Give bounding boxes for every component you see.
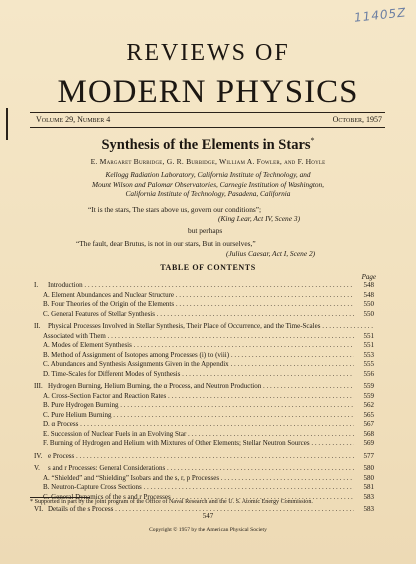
toc-page-number: 559 bbox=[363, 382, 374, 390]
toc-section-title: Introduction bbox=[48, 281, 83, 289]
toc-subsection bbox=[34, 370, 374, 380]
toc-page-number: 577 bbox=[363, 451, 374, 460]
toc-section-title: Hydrogen Burning, Helium Burning, the α Process, and Neutron Production bbox=[48, 382, 262, 390]
footnote-rule bbox=[30, 497, 90, 498]
toc-page-number: 556 bbox=[363, 369, 374, 378]
toc-subsection-title: A. Element Abundances and Nuclear Structure . . . bbox=[43, 291, 354, 301]
issue-date: October, 1957 bbox=[332, 115, 382, 124]
toc-page-number: 548 bbox=[363, 281, 374, 289]
toc-section-title: s and r Processes: General Considerations bbox=[48, 464, 166, 472]
header-rule-bottom bbox=[30, 127, 385, 128]
toc-subsection-title: B. Neutron-Capture Cross Sections . . . bbox=[43, 483, 354, 493]
toc-section-title: Physical Processes Involved in Stellar Synthesis, Their Place of Occurrence, and the Time-Scales bbox=[48, 322, 321, 330]
toc-section-title: e Process bbox=[48, 451, 75, 460]
toc-page-number: 568 bbox=[363, 429, 374, 438]
toc-section bbox=[34, 382, 374, 392]
toc-subsection bbox=[34, 430, 374, 440]
footnote-marker: * bbox=[310, 136, 315, 145]
toc-subsection bbox=[34, 411, 374, 421]
toc-section bbox=[34, 281, 374, 291]
toc-subsection-title: B. Four Theories of the Origin of the Elements . . . bbox=[43, 300, 354, 310]
toc-subsection bbox=[34, 351, 374, 361]
article-title-text: Synthesis of the Elements in Stars bbox=[101, 136, 311, 153]
epigraph-connector: but perhaps bbox=[188, 226, 223, 235]
toc-subsection bbox=[34, 360, 374, 370]
toc-page-number: 583 bbox=[363, 492, 374, 501]
toc-subsection bbox=[34, 392, 374, 402]
toc-page-number: 581 bbox=[363, 483, 374, 491]
toc-page-number: 555 bbox=[363, 360, 374, 368]
toc-page-number: 550 bbox=[363, 309, 374, 318]
toc-section-number: I. bbox=[34, 281, 39, 289]
affiliation-line: Mount Wilson and Palomar Observatories, Carnegie Institution of Washington, bbox=[91, 179, 324, 189]
toc-subsection bbox=[34, 420, 374, 430]
article-title bbox=[0, 136, 416, 154]
toc-subsection-title: C. Pure Helium Burning . . . bbox=[43, 411, 354, 421]
toc-subsection-title: E. Succession of Nuclear Fuels in an Evolving Star . . . bbox=[43, 430, 354, 440]
toc-subsection-title: B. Method of Assignment of Isotopes among Processes (i) to (viii) . . . bbox=[43, 351, 354, 361]
toc-section-continuation bbox=[34, 332, 374, 342]
toc-page-number: 551 bbox=[363, 341, 374, 349]
toc-page-number: 569 bbox=[363, 439, 374, 447]
affiliation-line: California Institute of Technology, Pasadena, California bbox=[125, 189, 291, 199]
toc-subsection bbox=[34, 300, 374, 310]
page-number: 547 bbox=[202, 512, 214, 520]
toc-section-title-continued: Associated with Them . . . bbox=[43, 332, 354, 342]
toc-subsection bbox=[34, 483, 374, 493]
toc-section-number: II. bbox=[34, 322, 41, 330]
toc-section-number: VI. bbox=[34, 505, 44, 513]
toc-subsection-title: C. Abundances and Synthesis Assignments Given in the Appendix . . . bbox=[43, 360, 354, 370]
toc-subsection bbox=[34, 474, 374, 484]
toc-subsection-title: A. Cross-Section Factor and Reaction Rates . . . bbox=[43, 392, 354, 402]
toc-page-number: 565 bbox=[363, 410, 374, 419]
footnote: * Supported in part by the joint program of the Office of Naval Research and the U. S. Atomic Energy Commission. bbox=[30, 499, 313, 505]
toc-subsection bbox=[34, 291, 374, 301]
toc-page-number: 580 bbox=[363, 464, 374, 472]
toc-subsection-title: C. General Dynamics of the s and r Processes . . . bbox=[43, 493, 354, 503]
toc-subsection-title: F. Burning of Hydrogen and Helium with Mixtures of Other Elements; Stellar Neutron Sources . . . bbox=[43, 439, 354, 449]
epigraph-quote-2: “The fault, dear Brutus, is not in our stars, But in ourselves,” bbox=[76, 239, 256, 248]
toc-page-number: 583 bbox=[363, 505, 374, 513]
toc-section-number: V. bbox=[34, 464, 40, 472]
affiliation-line: Kellogg Radiation Laboratory, California Institute of Technology, and bbox=[105, 170, 311, 179]
epigraph-source-1: (King Lear, Act IV, Scene 3) bbox=[218, 214, 301, 223]
toc-section bbox=[34, 452, 374, 462]
copyright-notice: Copyright © 1957 by the American Physical Society bbox=[149, 527, 267, 533]
toc-section-title: Details of the s Process bbox=[48, 505, 114, 513]
toc-section bbox=[34, 464, 374, 474]
handwritten-note: 11405Z bbox=[353, 5, 407, 25]
author-list: E. Margaret Burbidge, G. R. Burbidge, William A. Fowler, and F. Hoyle bbox=[90, 157, 326, 166]
toc-page-number: 551 bbox=[363, 331, 374, 340]
toc-subsection bbox=[34, 401, 374, 411]
toc-page-number: 559 bbox=[363, 391, 374, 400]
toc-subsection-title: A. “Shielded” and “Shielding” Isobars and the s, r, p Processes . . . bbox=[43, 474, 354, 484]
journal-name-line1: REVIEWS OF bbox=[126, 40, 290, 66]
toc-title: TABLE OF CONTENTS bbox=[160, 263, 256, 272]
header-rule-top bbox=[30, 112, 385, 113]
toc-page-number: 548 bbox=[363, 290, 374, 299]
toc-subsection bbox=[34, 439, 374, 449]
toc-subsection bbox=[34, 341, 374, 351]
volume-number: Volume 29, Number 4 bbox=[36, 115, 111, 124]
affiliation bbox=[40, 170, 376, 199]
epigraph-source-2: (Julius Caesar, Act I, Scene 2) bbox=[226, 249, 316, 258]
toc-page-header: Page bbox=[361, 273, 376, 281]
toc-subsection-title: A. Modes of Element Synthesis . . . bbox=[43, 341, 354, 351]
toc-page-number: 567 bbox=[363, 420, 374, 428]
epigraph-quote-1: “It is the stars, The stars above us, govern our conditions”; bbox=[88, 205, 262, 214]
table-of-contents bbox=[34, 281, 374, 515]
toc-page-number: 580 bbox=[363, 473, 374, 482]
toc-section-number: III. bbox=[34, 382, 43, 390]
toc-page-number: 562 bbox=[363, 401, 374, 409]
toc-subsection-title: B. Pure Hydrogen Burning . . . bbox=[43, 401, 354, 411]
toc-section bbox=[34, 322, 374, 332]
toc-page-number: 553 bbox=[363, 350, 374, 359]
toc-subsection-title: D. Time-Scales for Different Modes of Synthesis . . . bbox=[43, 370, 354, 380]
toc-page-number: 550 bbox=[363, 300, 374, 308]
toc-subsection-title: D. α Process . . . bbox=[43, 420, 354, 430]
toc-subsection bbox=[34, 310, 374, 320]
toc-subsection-title: C. General Features of Stellar Synthesis . . . bbox=[43, 310, 354, 320]
journal-name-line2: MODERN PHYSICS bbox=[57, 74, 359, 110]
toc-section-number: IV. bbox=[34, 451, 43, 460]
